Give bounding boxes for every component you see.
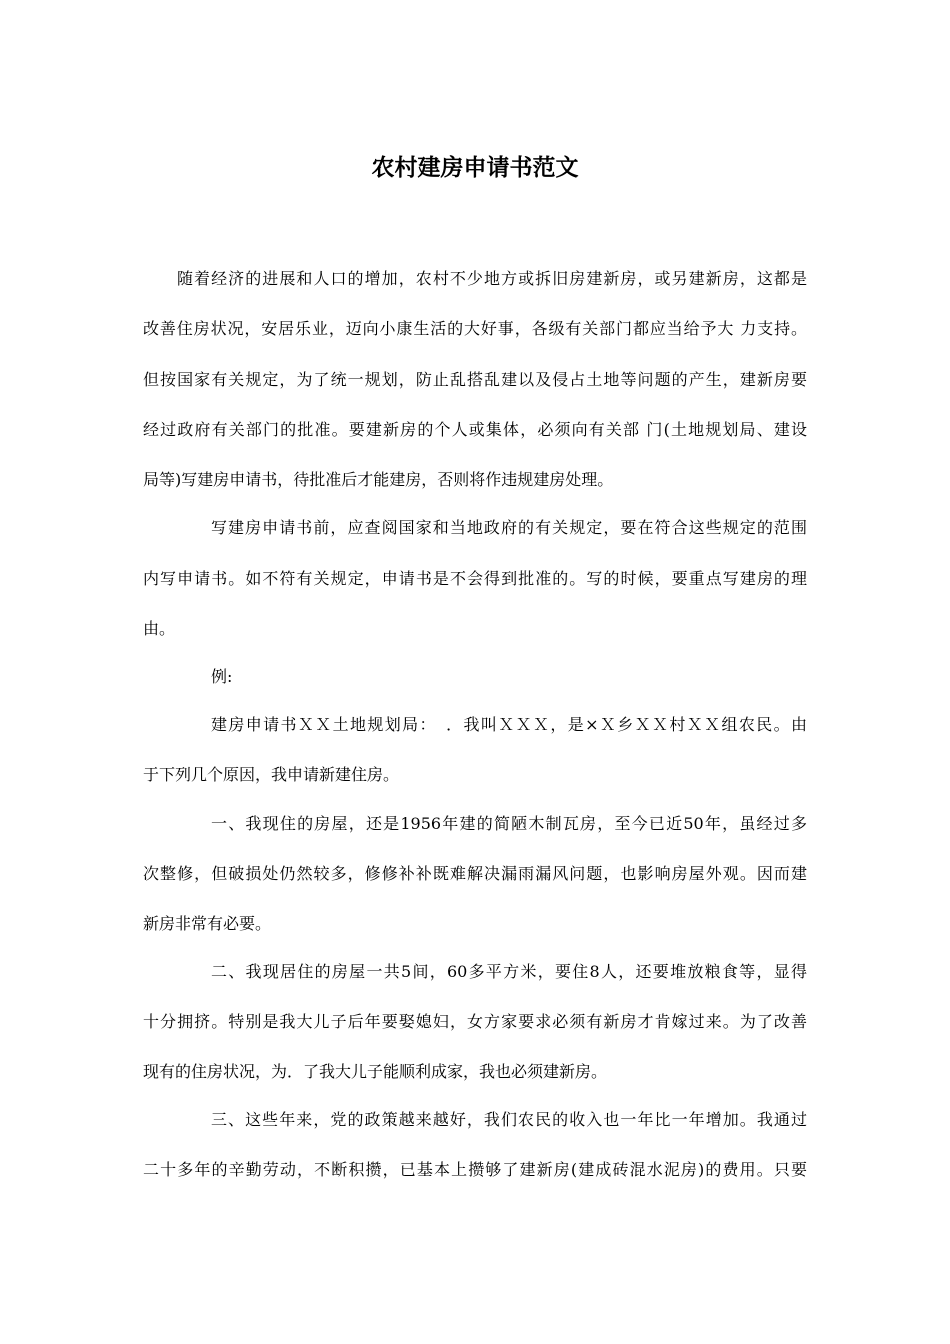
paragraph-line: 写建房申请书前，应查阅国家和当地政府的有关规定，要在符合这些规定的范围 [211,518,807,537]
paragraph-line: 建房申请书ＸＸ土地规划局： ．我叫ＸＸＸ，是×Ｘ乡ＸＸ村ＸＸ组农民。由 [211,715,807,734]
paragraph-line: 内写申请书。如不符有关规定，申请书是不会得到批准的。写的时候，要重点写建房的理 [143,569,807,588]
paragraph-line: 次整修，但破损处仍然较多，修修补补既难解决漏雨漏风问题，也影响房屋外观。因而建 [143,864,807,883]
document-title: 农村建房申请书范文 [371,154,579,181]
paragraph-line: 十分拥挤。特别是我大儿子后年要娶媳妇，女方家要求必须有新房才肯嫁过来。为了改善 [143,1012,807,1031]
paragraph-line: 一、我现住的房屋，还是1956年建的简陋木制瓦房，至今已近50年，虽经过多 [211,814,807,833]
paragraph-line: 二、我现居住的房屋一共5间，60多平方米，要住8人，还要堆放粮食等，显得 [211,962,807,981]
paragraph-line: 于下列几个原因，我申请新建住房。 [143,765,400,784]
paragraph-line: 现有的住房状况，为．了我大儿子能顺利成家，我也必须建新房。 [143,1062,608,1081]
paragraph-line: 但按国家有关规定，为了统一规划，防止乱搭乱建以及侵占土地等问题的产生，建新房要 [143,370,807,389]
paragraph-line: 由。 [143,619,176,638]
paragraph-line: 三、这些年来，党的政策越来越好，我们农民的收入也一年比一年增加。我通过 [211,1110,807,1129]
paragraph-line: 经过政府有关部门的批准。要建新房的个人或集体，必须向有关部 门(土地规划局、建设 [143,420,807,439]
paragraph-line: 新房非常有必要。 [143,914,272,933]
paragraph-line: 例: [211,667,233,686]
paragraph-line: 局等)写建房申请书，待批准后才能建房，否则将作违规建房处理。 [143,470,614,489]
paragraph-line: 随着经济的进展和人口的增加，农村不少地方或拆旧房建新房，或另建新房，这都是 [177,269,807,288]
paragraph-line: 二十多年的辛勤劳动，不断积攒，已基本上攒够了建新房(建成砖混水泥房)的费用。只要 [143,1160,807,1179]
paragraph-line: 改善住房状况，安居乐业，迈向小康生活的大好事，各级有关部门都应当给予大 力支持。 [143,319,807,338]
